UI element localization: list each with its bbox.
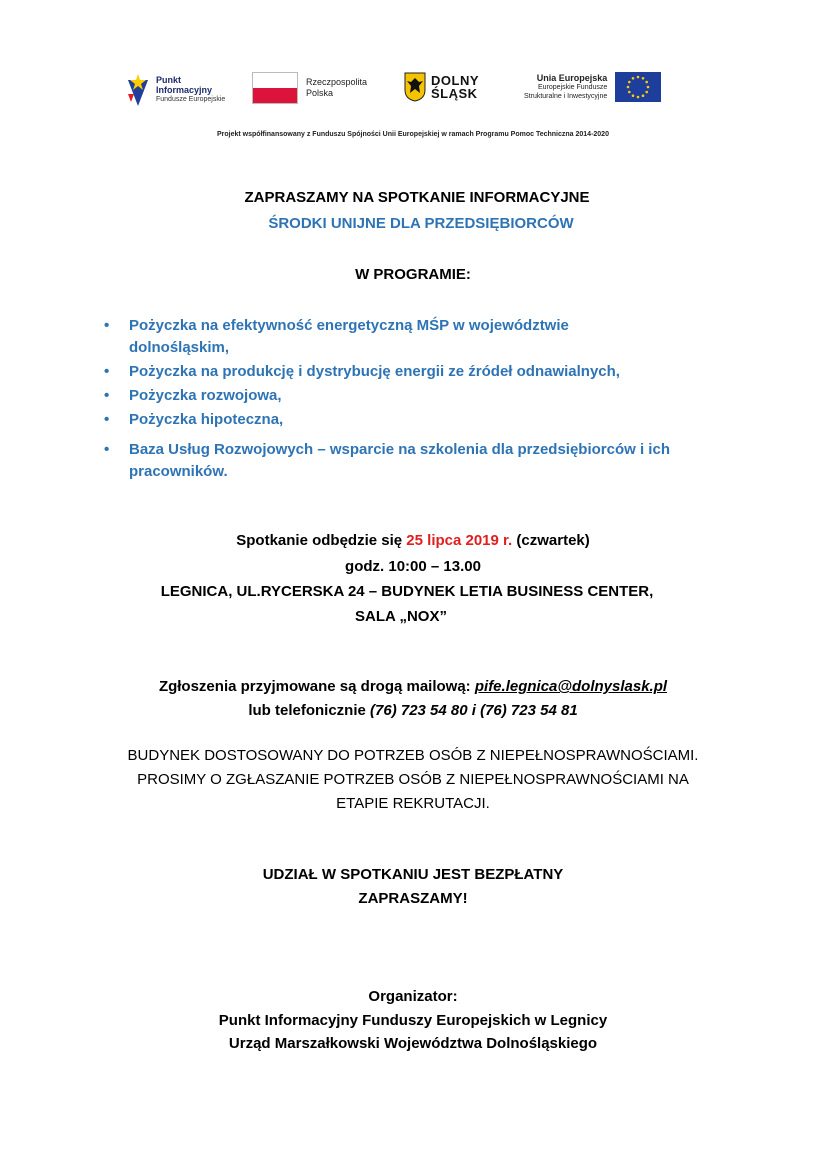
meeting-location: LEGNICA, UL.RYCERSKA 24 – BUDYNEK LETIA BUSINESS CENTER, bbox=[160, 583, 654, 600]
list-item bbox=[104, 439, 764, 483]
list-item-text: Pożyczka na produkcję i dystrybucję energii ze źródeł odnawialnych, bbox=[129, 363, 620, 380]
accessibility-line-2: PROSIMY O ZGŁASZANIE POTRZEB OSÓB Z NIEPEŁNOSPRAWNOŚCIAMI NA bbox=[137, 771, 689, 788]
list-item bbox=[104, 361, 764, 383]
organizer-office: Urząd Marszałkowski Województwa Dolnośląskiego bbox=[228, 1035, 598, 1052]
polish-flag-icon bbox=[252, 72, 298, 104]
meeting-pre: Spotkanie odbędzie się bbox=[236, 532, 407, 549]
project-funding-note: Projekt współfinansowany z Funduszu Spójności Unii Europejskiej w ramach Programu Pomoc Techniczna 2014-2020 bbox=[217, 131, 609, 138]
fe-title-2: Informacyjny bbox=[156, 85, 213, 95]
ue-title: Unia Europejska bbox=[536, 72, 608, 83]
email-link[interactable]: pife.legnica@dolnyslask.pl bbox=[474, 678, 668, 695]
invitation-heading: ZAPRASZAMY NA SPOTKANIE INFORMACYJNE bbox=[244, 189, 590, 206]
meeting-room: SALA „NOX” bbox=[355, 608, 447, 625]
topic-heading: ŚRODKI UNIJNE DLA PRZEDSIĘBIORCÓW bbox=[268, 215, 574, 232]
phone-label: lub telefonicznie bbox=[248, 702, 371, 719]
list-item-text: Pożyczka hipoteczna, bbox=[129, 411, 284, 428]
accessibility-line-1: BUDYNEK DOSTOSOWANY DO POTRZEB OSÓB Z NIEPEŁNOSPRAWNOŚCIAMI. bbox=[127, 747, 699, 764]
fundusze-europejskie-logo bbox=[126, 72, 225, 108]
invitation-closing: ZAPRASZAMY! bbox=[358, 890, 468, 907]
fe-star-icon bbox=[126, 72, 150, 108]
program-heading: W PROGRAMIE: bbox=[355, 266, 471, 283]
contact-email-line bbox=[0, 676, 826, 698]
meeting-weekday: (czwartek) bbox=[512, 532, 590, 549]
rp-line-1: Rzeczpospolita bbox=[306, 77, 368, 87]
rzeczpospolita-logo bbox=[252, 72, 367, 104]
meeting-date: 25 lipca 2019 r. bbox=[406, 532, 513, 549]
bullet-icon: • bbox=[104, 441, 110, 458]
ds-line-1: DOLNY bbox=[431, 73, 479, 88]
ue-line-2: Strukturalne i Inwestycyjne bbox=[524, 92, 608, 100]
eu-flag-icon bbox=[615, 72, 661, 102]
unia-europejska-logo bbox=[524, 72, 661, 102]
list-item-text: Pożyczka rozwojowa, bbox=[129, 387, 282, 404]
list-item bbox=[104, 385, 764, 407]
ds-line-2: ŚLĄSK bbox=[431, 86, 478, 101]
meeting-hours: godz. 10:00 – 13.00 bbox=[345, 558, 481, 575]
bullet-icon: • bbox=[104, 363, 110, 380]
list-item bbox=[104, 409, 764, 431]
program-list bbox=[104, 315, 764, 485]
organizer-name: Punkt Informacyjny Funduszy Europejskich w Legnicy bbox=[218, 1012, 608, 1029]
free-participation: UDZIAŁ W SPOTKANIU JEST BEZPŁATNY bbox=[262, 866, 564, 883]
phone-numbers: (76) 723 54 80 i (76) 723 54 81 bbox=[370, 702, 578, 719]
list-item-text-cont: pracowników. bbox=[129, 463, 228, 480]
logo-bar bbox=[126, 72, 666, 122]
bullet-icon: • bbox=[104, 387, 110, 404]
organizer-label: Organizator: bbox=[368, 988, 458, 1005]
fe-title: Punkt bbox=[156, 75, 182, 85]
list-item-text-cont: dolnośląskim, bbox=[129, 339, 230, 356]
accessibility-line-3: ETAPIE REKRUTACJI. bbox=[336, 795, 490, 812]
rp-line-2: Polska bbox=[306, 88, 334, 98]
contact-phone-line bbox=[0, 700, 826, 722]
bullet-icon: • bbox=[104, 317, 110, 334]
email-label: Zgłoszenia przyjmowane są drogą mailową: bbox=[158, 678, 475, 695]
bullet-icon: • bbox=[104, 411, 110, 428]
accessibility-note bbox=[0, 744, 826, 816]
list-item-text: Baza Usług Rozwojowych – wsparcie na szkolenia dla przedsiębiorców i ich bbox=[129, 441, 670, 458]
meeting-date-line bbox=[0, 530, 826, 552]
eagle-shield-icon bbox=[404, 72, 426, 102]
dolny-slask-logo bbox=[404, 72, 479, 102]
list-item-text: Pożyczka na efektywność energetyczną MŚP w województwie bbox=[129, 317, 569, 334]
list-item bbox=[104, 315, 764, 359]
ue-line-1: Europejskie Fundusze bbox=[538, 83, 608, 91]
fe-subtitle: Fundusze Europejskie bbox=[156, 96, 226, 103]
